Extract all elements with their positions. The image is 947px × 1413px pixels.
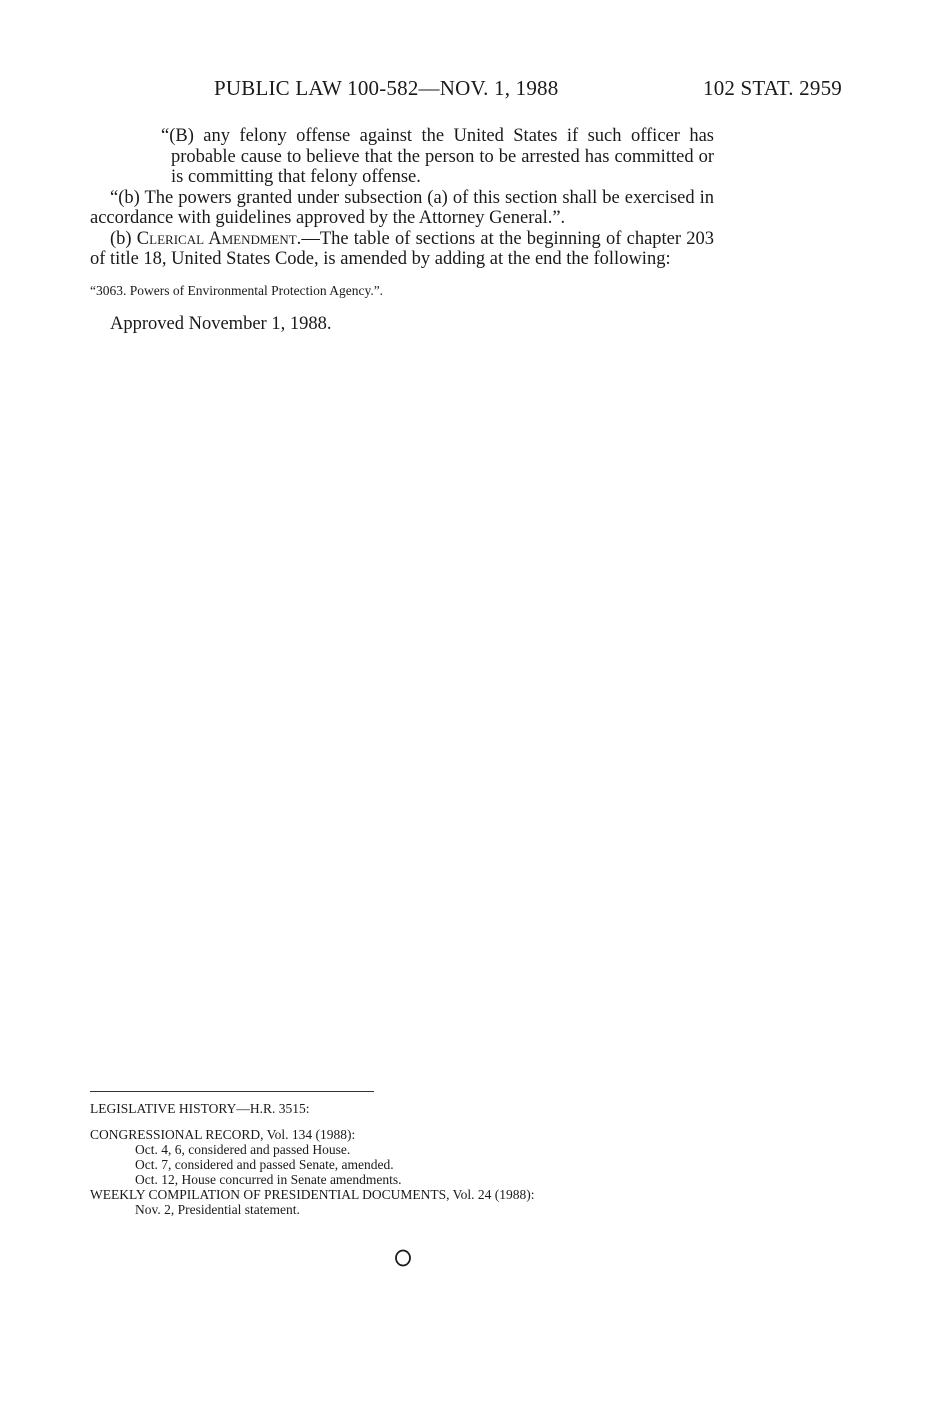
congressional-record-item: Oct. 7, considered and passed Senate, amended. (135, 1157, 394, 1172)
paragraph-subparagraph-b: “(B) any felony offense against the United States if such officer has probable cause to believe that the person to be arrested has committed or is committing that felony offense. (161, 126, 714, 187)
stat-page-number: 102 STAT. 2959 (703, 76, 842, 100)
running-head (0, 76, 947, 106)
weekly-compilation-item: Nov. 2, Presidential statement. (135, 1202, 300, 1217)
congressional-record-item: Oct. 4, 6, considered and passed House. (135, 1142, 351, 1157)
approval-date: Approved November 1, 1988. (110, 313, 332, 334)
congressional-record-item: Oct. 12, House concurred in Senate amendments. (135, 1172, 402, 1187)
paragraph-clerical-amendment (90, 229, 714, 270)
law-title: PUBLIC LAW 100-582—NOV. 1, 1988 (214, 76, 559, 100)
legislative-history-heading: LEGISLATIVE HISTORY—H.R. 3515: (90, 1101, 310, 1116)
footnote-divider (90, 1091, 374, 1092)
paragraph-subsection-b-powers: “(b) The powers granted under subsection (a) of this section shall be exercised in accordance with guidelines approved by the Attorney General.”. (90, 187, 714, 228)
circle-end-mark-icon (394, 1249, 412, 1267)
congressional-record-heading: CONGRESSIONAL RECORD, Vol. 134 (1988): (90, 1127, 356, 1142)
clerical-prefix: (b) (110, 228, 137, 249)
body-text (90, 126, 714, 334)
clerical-text: —The table of sections at the beginning of chapter 203 of title 18, United States Code, is amended by adding at the end the following: (90, 228, 715, 269)
legislative-history (90, 1101, 730, 1217)
section-table-entry: “3063. Powers of Environmental Protection Agency.”. (90, 282, 384, 298)
weekly-compilation-heading: WEEKLY COMPILATION OF PRESIDENTIAL DOCUMENTS, Vol. 24 (1988): (90, 1187, 535, 1202)
clerical-heading: Clerical Amendment. (136, 228, 302, 249)
